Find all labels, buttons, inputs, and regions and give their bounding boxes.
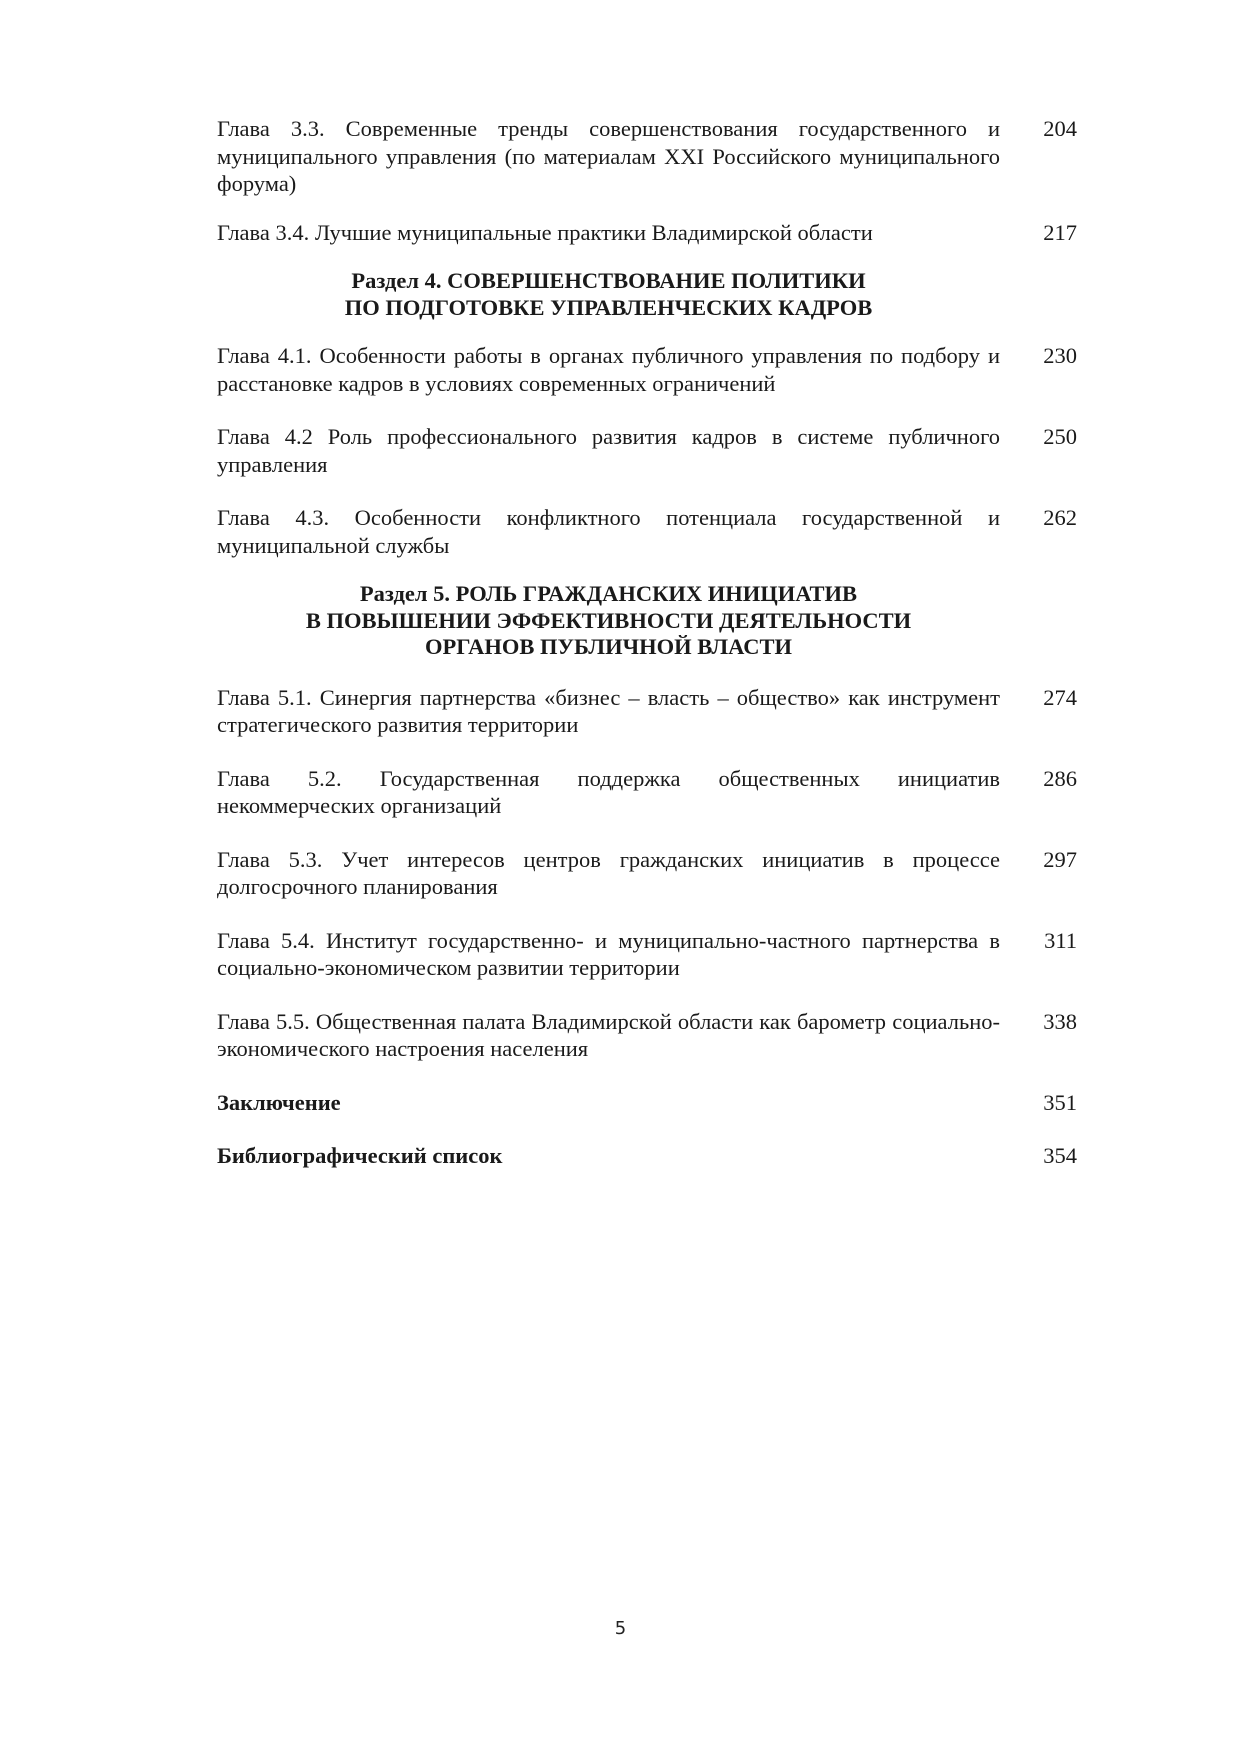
table-of-contents: [217, 115, 1077, 1170]
toc-entry-title: Библиографический список: [217, 1143, 503, 1168]
toc-entry-page: 297: [1043, 846, 1077, 872]
section-5-heading: [217, 581, 1000, 661]
section-heading-line: ОРГАНОВ ПУБЛИЧНОЙ ВЛАСТИ: [424, 634, 793, 659]
toc-entry-title: Глава 5.2. Государственная поддержка общественных инициатив некоммерческих организаций: [217, 765, 1000, 818]
toc-entry-title: Глава 3.4. Лучшие муниципальные практики Владимирской области: [217, 219, 873, 245]
section-4-heading: [217, 268, 1000, 321]
toc-entry-title: Глава 3.3. Современные тренды совершенствования государственного и муниципального управления (по материалам XXI Российского муниципального форума): [217, 116, 1000, 196]
section-heading-line: Раздел 5. РОЛЬ ГРАЖДАНСКИХ ИНИЦИАТИВ: [359, 581, 858, 606]
toc-entry-page: 338: [1043, 1008, 1077, 1034]
section-heading-line: Раздел 4. СОВЕРШЕНСТВОВАНИЕ ПОЛИТИКИ: [351, 268, 866, 293]
toc-entry-5-2: [217, 765, 1077, 820]
toc-entry-title: Глава 4.2 Роль профессионального развития кадров в системе публичного управления: [217, 424, 1000, 477]
toc-entry-title: Глава 5.5. Общественная палата Владимирской области как барометр социально-экономического настроения населения: [217, 1008, 1000, 1061]
section-heading-line: ПО ПОДГОТОВКЕ УПРАВЛЕНЧЕСКИХ КАДРОВ: [344, 294, 873, 320]
toc-entry-5-1: [217, 684, 1077, 739]
toc-entry-conclusion: [217, 1089, 1077, 1117]
toc-entry-page: 217: [1043, 219, 1077, 245]
toc-entry-page: 274: [1043, 684, 1077, 710]
toc-entry-page: 204: [1043, 116, 1077, 141]
toc-entry-page: 250: [1043, 424, 1077, 449]
toc-entry-page: 354: [1043, 1143, 1077, 1168]
toc-entry-title: Глава 4.3. Особенности конфликтного потенциала государственной и муниципальной службы: [217, 505, 1000, 558]
toc-entry-page: 351: [1043, 1089, 1077, 1115]
toc-entry-3-4: [217, 219, 1077, 247]
toc-entry-4-3: [217, 504, 1077, 559]
toc-entry-page: 262: [1043, 505, 1077, 530]
toc-entry-4-2: [217, 423, 1077, 478]
toc-entry-page: 230: [1043, 343, 1077, 368]
page-number: 5: [614, 1618, 627, 1639]
toc-entry-bibliography: [217, 1142, 1077, 1170]
toc-entry-title: Глава 5.1. Синергия партнерства «бизнес – власть – общество» как инструмент стратегического развития территории: [217, 684, 1000, 737]
toc-entry-title: Заключение: [217, 1089, 341, 1115]
toc-entry-title: Глава 5.3. Учет интересов центров гражданских инициатив в процессе долгосрочного планирования: [217, 846, 1000, 899]
toc-entry-5-4: [217, 927, 1077, 982]
section-heading-line: В ПОВЫШЕНИИ ЭФФЕКТИВНОСТИ ДЕЯТЕЛЬНОСТИ: [305, 607, 912, 633]
toc-entry-title: Глава 5.4. Институт государственно- и муниципально-частного партнерства в социально-экономическом развитии территории: [217, 927, 1000, 980]
toc-entry-page: 286: [1043, 765, 1077, 791]
toc-entry-3-3: [217, 115, 1077, 198]
toc-entry-title: Глава 4.1. Особенности работы в органах публичного управления по подбору и расстановке кадров в условиях современных ограничений: [217, 343, 1000, 396]
toc-entry-page: 311: [1044, 927, 1077, 953]
toc-entry-5-3: [217, 846, 1077, 901]
toc-entry-4-1: [217, 342, 1077, 397]
toc-entry-5-5: [217, 1008, 1077, 1063]
